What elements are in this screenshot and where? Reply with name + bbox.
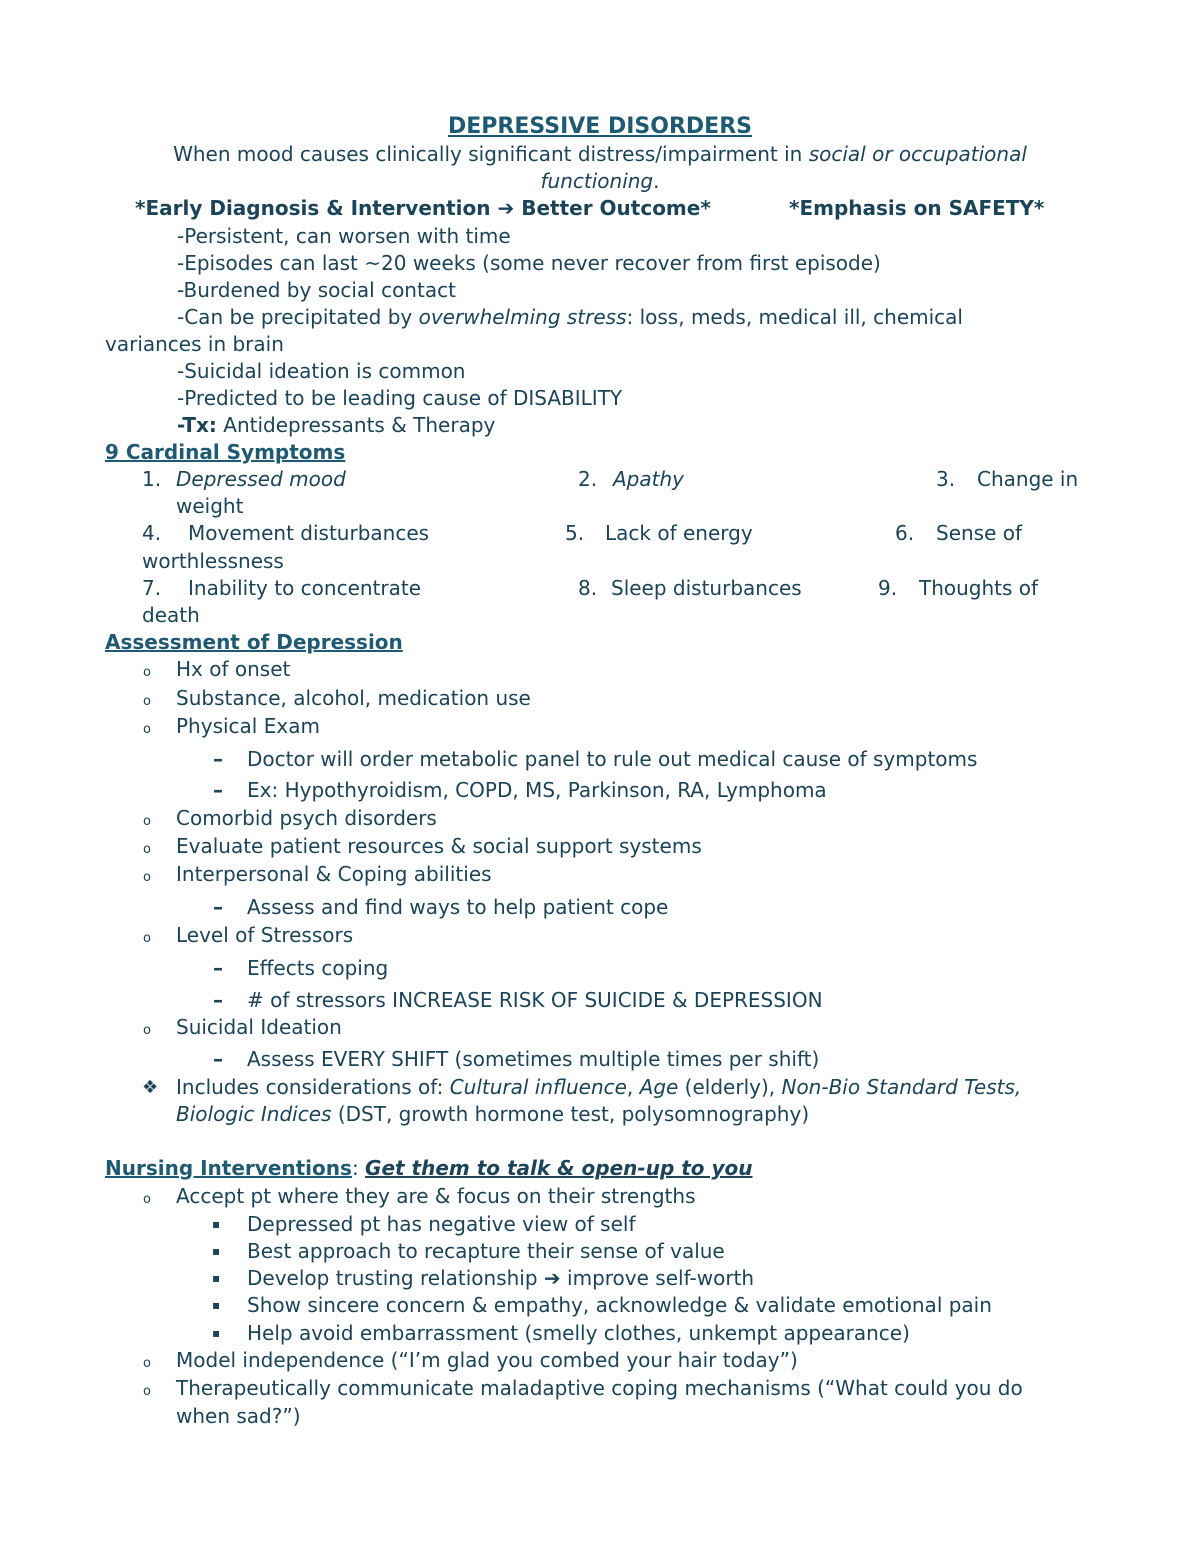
assess-item-6: Interpersonal & Coping abilities <box>176 862 492 886</box>
nursing-heading <box>105 1155 753 1182</box>
precip-emphasis: overwhelming stress <box>418 305 627 329</box>
banner-early-diagnosis <box>135 195 711 222</box>
symptom-number: 1. <box>142 467 162 491</box>
precip-text-a: -Can be precipitated by <box>177 305 419 329</box>
assess-item-8: Suicidal Ideation <box>176 1015 342 1039</box>
banner-text-b: Better Outcome* <box>514 196 711 220</box>
assess-sub-6-1: Assess and find ways to help patient cope <box>247 895 669 919</box>
symptom-1: Depressed mood <box>176 467 346 491</box>
symptom-9-cont: death <box>142 603 200 627</box>
nursing-sub-1-2: Best approach to recapture their sense of value <box>247 1239 725 1263</box>
symptom-3: Change in <box>977 467 1079 491</box>
nursing-item-3-cont: when sad?”) <box>176 1404 301 1428</box>
symptom-6: Sense of <box>936 521 1023 545</box>
incl-text-4: (DST, growth hormone test, polysomnography) <box>331 1102 810 1126</box>
symptom-number: 6. <box>895 521 915 545</box>
includes-considerations-cont <box>176 1101 809 1128</box>
incl-emphasis-2: Age <box>639 1075 679 1099</box>
precip-text-c: : loss, meds, medical ill, chemical <box>626 305 963 329</box>
square-bullet-icon: ▪ <box>212 1244 221 1258</box>
circle-bullet-icon: o <box>143 931 151 946</box>
arrow-right-icon: ➔ <box>543 1266 561 1290</box>
circle-bullet-icon: o <box>143 722 151 737</box>
nursing-item-2: Model independence (“I’m glad you combed your hair today”) <box>176 1348 798 1372</box>
symptom-4: Movement disturbances <box>188 521 430 545</box>
assess-item-7: Level of Stressors <box>176 923 354 947</box>
symptom-number: 5. <box>565 521 585 545</box>
incl-emphasis-3: Non-Bio Standard Tests, <box>781 1075 1022 1099</box>
symptom-number: 9. <box>878 576 898 600</box>
symptom-5: Lack of energy <box>605 521 753 545</box>
assess-item-3: Physical Exam <box>176 714 320 738</box>
square-bullet-icon: ▪ <box>212 1326 221 1340</box>
assessment-heading: Assessment of Depression <box>105 630 403 654</box>
assess-sub-8-1: Assess EVERY SHIFT (sometimes multiple times per shift) <box>247 1047 820 1071</box>
symptom-3-cont: weight <box>176 494 244 518</box>
assess-sub-3-1: Doctor will order metabolic panel to rule out medical cause of symptoms <box>247 747 978 771</box>
circle-bullet-icon: o <box>143 1023 151 1038</box>
fact-1: -Persistent, can worsen with time <box>177 224 511 248</box>
symptom-number: 2. <box>578 467 598 491</box>
page-title: DEPRESSIVE DISORDERS <box>448 114 752 139</box>
tx-label: -Tx: <box>177 413 217 437</box>
symptom-2: Apathy <box>613 467 684 491</box>
nursing-item-3: Therapeutically communicate maladaptive coping mechanisms (“What could you do <box>176 1376 1023 1400</box>
symptom-8: Sleep disturbances <box>611 576 802 600</box>
dash-bullet-icon: – <box>213 988 223 1012</box>
nursing-heading-label: Nursing Interventions <box>105 1156 352 1180</box>
incl-emphasis-1: Cultural influence <box>449 1075 627 1099</box>
fact-precipitated-cont: variances in brain <box>105 332 284 356</box>
incl-emphasis-4: Biologic Indices <box>176 1102 332 1126</box>
symptom-6-cont: worthlessness <box>142 549 284 573</box>
assess-item-1: Hx of onset <box>176 657 291 681</box>
intro-period: . <box>653 169 660 193</box>
intro-emphasis-2: functioning <box>540 169 654 193</box>
diamond-bullet-icon: ❖ <box>142 1077 159 1098</box>
nursing-item-1: Accept pt where they are & focus on their strengths <box>176 1184 696 1208</box>
dash-bullet-icon: – <box>213 895 223 919</box>
nursing-sub-1-3-b: improve self-worth <box>560 1266 755 1290</box>
square-bullet-icon: ▪ <box>212 1217 221 1231</box>
incl-text-3: (elderly), <box>678 1075 782 1099</box>
nursing-sub-1-4: Show sincere concern & empathy, acknowledge & validate emotional pain <box>247 1293 992 1317</box>
nursing-colon: : <box>351 1156 359 1180</box>
fact-5: -Predicted to be leading cause of DISABILITY <box>177 386 623 410</box>
dash-bullet-icon: – <box>213 747 223 771</box>
tx-value: Antidepressants & Therapy <box>216 413 496 437</box>
square-bullet-icon: ▪ <box>212 1271 221 1285</box>
symptom-number: 3. <box>936 467 956 491</box>
arrow-right-icon: ➔ <box>497 196 515 220</box>
nursing-subheading: Get them to talk & open-up to you <box>365 1156 753 1180</box>
banner-text-a: *Early Diagnosis & Intervention <box>135 196 498 220</box>
circle-bullet-icon: o <box>143 870 151 885</box>
circle-bullet-icon: o <box>143 694 151 709</box>
intro-line-2 <box>0 168 1200 195</box>
intro-text: When mood causes clinically significant distress/impairment in <box>173 142 809 166</box>
circle-bullet-icon: o <box>143 1356 151 1371</box>
assess-item-4: Comorbid psych disorders <box>176 806 437 830</box>
circle-bullet-icon: o <box>143 842 151 857</box>
fact-tx <box>177 412 495 439</box>
circle-bullet-icon: o <box>143 1384 151 1399</box>
fact-2: -Episodes can last ~20 weeks (some never recover from first episode) <box>177 251 881 275</box>
circle-bullet-icon: o <box>143 814 151 829</box>
square-bullet-icon: ▪ <box>212 1298 221 1312</box>
assess-item-5: Evaluate patient resources & social support systems <box>176 834 702 858</box>
intro-emphasis: social or occupational <box>808 142 1027 166</box>
symptom-9: Thoughts of <box>919 576 1039 600</box>
symptom-number: 4. <box>142 521 162 545</box>
dash-bullet-icon: – <box>213 1047 223 1071</box>
circle-bullet-icon: o <box>143 665 151 680</box>
dash-bullet-icon: – <box>213 956 223 980</box>
banner-safety: *Emphasis on SAFETY* <box>789 196 1045 220</box>
dash-bullet-icon: – <box>213 778 223 802</box>
incl-text-1: Includes considerations of: <box>176 1075 450 1099</box>
symptom-number: 8. <box>578 576 598 600</box>
symptom-number: 7. <box>142 576 162 600</box>
cardinal-symptoms-heading: 9 Cardinal Symptoms <box>105 440 346 464</box>
nursing-sub-1-5: Help avoid embarrassment (smelly clothes, unkempt appearance) <box>247 1321 910 1345</box>
fact-precipitated <box>177 304 963 331</box>
assess-sub-7-2: # of stressors INCREASE RISK OF SUICIDE & DEPRESSION <box>247 988 823 1012</box>
symptom-7: Inability to concentrate <box>188 576 422 600</box>
nursing-sub-1-3 <box>247 1265 754 1292</box>
includes-considerations <box>176 1074 1021 1101</box>
incl-text-2: , <box>626 1075 640 1099</box>
assess-sub-3-2: Ex: Hypothyroidism, COPD, MS, Parkinson, RA, Lymphoma <box>247 778 827 802</box>
assess-sub-7-1: Effects coping <box>247 956 389 980</box>
nursing-sub-1-1: Depressed pt has negative view of self <box>247 1212 636 1236</box>
assess-item-2: Substance, alcohol, medication use <box>176 686 531 710</box>
nursing-sub-1-3-a: Develop trusting relationship <box>247 1266 544 1290</box>
fact-4: -Suicidal ideation is common <box>177 359 466 383</box>
circle-bullet-icon: o <box>143 1192 151 1207</box>
fact-3: -Burdened by social contact <box>177 278 456 302</box>
intro-line-1 <box>0 141 1200 168</box>
